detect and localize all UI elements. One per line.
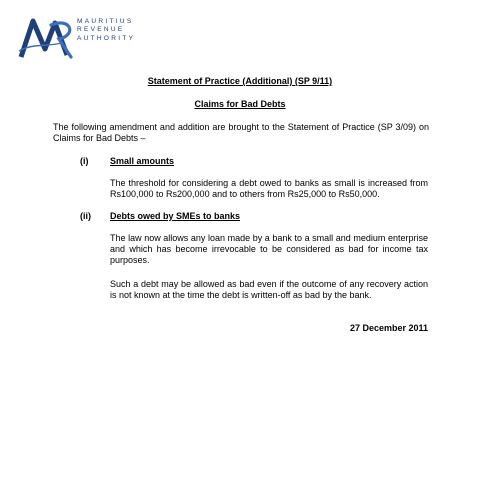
org-line-3: AUTHORITY [77,34,136,42]
item-heading: Small amounts [110,156,175,166]
intro-paragraph: The following amendment and addition are brought to the Statement of Practice (SP 3/09) on Claims for Bad Debts – [53,122,429,143]
org-line-2: REVENUE [77,26,125,34]
mra-logo [17,13,136,61]
item-paragraph: The threshold for considering a debt owed to banks as small is increased from Rs100,000 to Rs200,000 and to others from Rs25,000 to Rs50,000. [110,178,428,199]
item-number: (i) [80,156,89,166]
item-heading: Debts owed by SMEs to banks [110,211,241,221]
item-paragraph: Such a debt may be allowed as bad even if the outcome of any recovery action is not known at the time the debt is written-off as bad by the bank. [110,279,428,300]
document-subtitle: Claims for Bad Debts [194,99,286,109]
document-date: 27 December 2011 [349,323,428,333]
item-number: (ii) [80,211,91,221]
org-name [77,18,135,43]
org-line-1: MAURITIUS [77,18,134,25]
mra-logo-mark-icon [17,13,77,61]
document-title: Statement of Practice (Additional) (SP 9/11) [147,76,333,86]
item-paragraph: The law now allows any loan made by a bank to a small and medium enterprise and which has become irrevocable to be considered as bad for income tax purposes. [110,233,428,265]
